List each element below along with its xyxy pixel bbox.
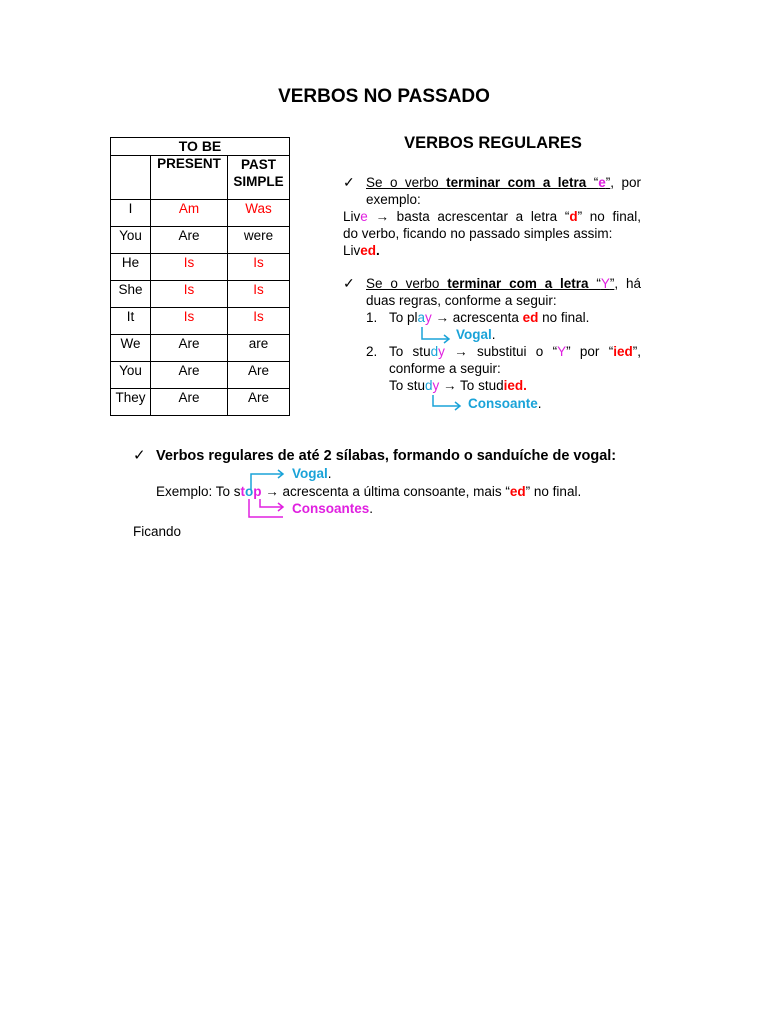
past-cell: Are — [228, 389, 290, 416]
table-column-row — [111, 156, 290, 200]
text: . — [369, 501, 374, 516]
text: . — [327, 466, 332, 481]
past-cell: were — [228, 227, 290, 254]
rule-e-line4: do verbo, ficando no passado simples assim: — [343, 226, 613, 241]
sandwich-example — [156, 483, 581, 500]
item2-text — [389, 343, 641, 360]
letter-y: Y — [557, 344, 567, 359]
ficando-text: Ficando — [133, 524, 182, 539]
text: To pl — [389, 310, 418, 325]
letter-y: y — [432, 378, 440, 393]
present-cell: Are — [151, 335, 228, 362]
table-row — [111, 227, 290, 254]
column-present: PRESENT — [151, 156, 228, 200]
item1-vogal-label — [456, 326, 496, 343]
item1-number: 1. — [366, 310, 378, 325]
pronoun-cell: We — [111, 335, 151, 362]
rule-e-line1 — [366, 174, 641, 191]
letter-y: y — [438, 344, 445, 359]
rule-y-line2: duas regras, conforme a seguir: — [366, 293, 557, 308]
letter-o: o — [245, 484, 254, 499]
sandwich-vogal-label — [292, 465, 332, 482]
text: → acrescenta — [431, 310, 523, 325]
present-cell: Are — [151, 362, 228, 389]
pronoun-cell: They — [111, 389, 151, 416]
text: terminar com a letra — [447, 276, 589, 291]
text: Liv — [343, 243, 361, 258]
pronoun-cell: It — [111, 308, 151, 335]
present-cell: Is — [151, 308, 228, 335]
sandwich-consoantes-label — [292, 500, 373, 517]
letter-a: a — [417, 310, 426, 325]
column-past-line2: SIMPLE — [233, 174, 284, 189]
text: ” no final, — [577, 209, 642, 224]
text: → basta acrescentar a letra “ — [367, 209, 570, 224]
letter-d: d — [425, 378, 433, 393]
check-icon: ✓ — [343, 174, 355, 190]
suffix-ied: ied — [613, 344, 633, 359]
item2-number: 2. — [366, 344, 378, 359]
elbow-arrow-icon — [432, 395, 462, 411]
text: Se o verbo — [366, 175, 447, 190]
item2-example — [389, 377, 527, 394]
suffix-ed: ed — [509, 484, 526, 499]
text: terminar com a letra — [446, 175, 587, 190]
text: Exemplo: To s — [156, 484, 241, 499]
text: → substitui o “ — [444, 344, 558, 359]
text: ” — [605, 175, 611, 190]
past-cell: Is — [228, 254, 290, 281]
letter-t: t — [240, 484, 246, 499]
elbow-arrow-icon — [245, 499, 287, 521]
table-row — [111, 335, 290, 362]
text: . — [491, 327, 496, 342]
rule-e-result — [343, 242, 380, 259]
past-cell: Was — [228, 200, 290, 227]
sandwich-heading: Verbos regulares de até 2 sílabas, formando o sanduíche de vogal: — [156, 448, 617, 464]
table-header-row — [111, 138, 290, 156]
consoante-label: Consoante — [468, 396, 538, 411]
letter-y: y — [425, 310, 432, 325]
text: ” no final. — [525, 484, 582, 499]
rule-e-line3 — [343, 208, 641, 225]
past-cell: are — [228, 335, 290, 362]
text: . — [376, 243, 380, 258]
item1-text — [389, 309, 589, 326]
rule-e-line2: exemplo: — [366, 192, 421, 207]
vogal-label: Vogal — [292, 466, 328, 481]
to-be-table — [110, 137, 290, 416]
suffix-ed: ed — [360, 243, 377, 258]
table-row — [111, 200, 290, 227]
table-row — [111, 362, 290, 389]
letter-p: p — [253, 484, 262, 499]
present-cell: Are — [151, 389, 228, 416]
present-cell: Is — [151, 281, 228, 308]
vogal-label: Vogal — [456, 327, 492, 342]
table-header: TO BE — [111, 138, 290, 156]
text: “ — [588, 276, 601, 291]
text: ” por “ — [566, 344, 614, 359]
present-cell: Am — [151, 200, 228, 227]
section-subtitle: VERBOS REGULARES — [404, 134, 582, 152]
present-cell: Is — [151, 254, 228, 281]
text: ” — [609, 276, 615, 291]
past-cell: Are — [228, 362, 290, 389]
pronoun-cell: You — [111, 362, 151, 389]
text: Se o verbo — [366, 276, 448, 291]
table-row — [111, 281, 290, 308]
present-cell: Are — [151, 227, 228, 254]
text: To stu — [389, 378, 426, 393]
letter-d: d — [430, 344, 439, 359]
pronoun-cell: She — [111, 281, 151, 308]
suffix-ied: ied. — [503, 378, 527, 393]
item2-consoante-label — [468, 395, 542, 412]
text: → To stud — [439, 378, 504, 393]
text: ”, — [632, 344, 641, 359]
column-past-simple — [228, 156, 290, 200]
rule-e-underlined — [366, 175, 610, 190]
page-title: VERBOS NO PASSADO — [278, 86, 490, 107]
elbow-arrow-icon — [421, 327, 451, 343]
letter-e: e — [360, 209, 368, 224]
table-row — [111, 254, 290, 281]
text: , por — [610, 175, 642, 190]
rule-y-underlined — [366, 276, 614, 291]
letter-y: Y — [600, 276, 610, 291]
table-empty-cell — [111, 156, 151, 200]
pronoun-cell: You — [111, 227, 151, 254]
column-past-line1: PAST — [240, 157, 276, 172]
pronoun-cell: He — [111, 254, 151, 281]
text: To stu — [389, 344, 431, 359]
table-row — [111, 308, 290, 335]
consoantes-label: Consoantes — [292, 501, 370, 516]
text: → acrescenta a última consoante, mais “ — [261, 484, 510, 499]
rule-y-line1 — [366, 275, 641, 292]
text: Liv — [343, 209, 361, 224]
past-cell: Is — [228, 281, 290, 308]
letter-e: e — [598, 175, 606, 190]
past-cell: Is — [228, 308, 290, 335]
item2-line2: conforme a seguir: — [389, 361, 501, 376]
text: no final. — [538, 310, 590, 325]
letter-d: d — [569, 209, 578, 224]
table-row — [111, 389, 290, 416]
pronoun-cell: I — [111, 200, 151, 227]
suffix-ed: ed — [522, 310, 539, 325]
text: “ — [586, 175, 599, 190]
text: . — [537, 396, 542, 411]
check-icon: ✓ — [133, 447, 146, 464]
check-icon: ✓ — [343, 275, 355, 291]
text: , há — [614, 276, 641, 291]
